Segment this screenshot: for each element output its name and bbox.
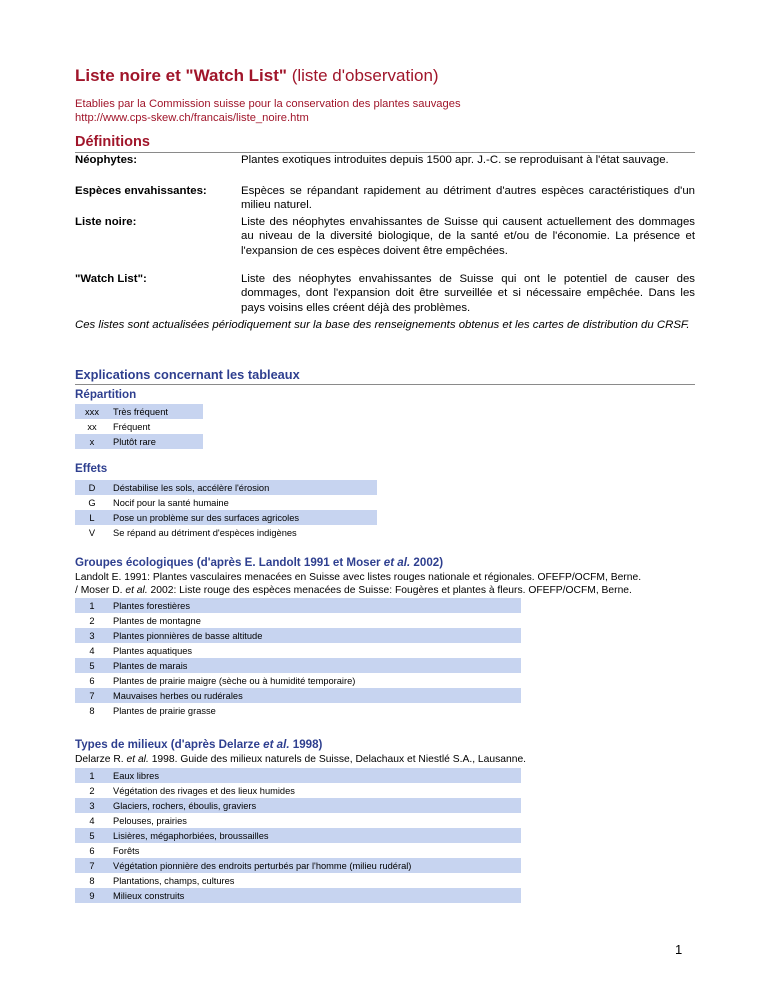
groupes-reference-1: Landolt E. 1991: Plantes vasculaires menacées en Suisse avec listes rouges nationale et régionales. OFEFP/OCFM, Berne. <box>75 572 642 583</box>
groupes-heading-year: 2002) <box>410 556 444 569</box>
table-row <box>75 768 521 783</box>
row-code: 8 <box>89 875 95 886</box>
row-text: Végétation des rivages et des lieux humides <box>113 785 295 796</box>
ref-text: 2002: Liste rouge des espèces menacées de Suisse: Fougères et plantes à fleurs. OFEFP/OCFM, Berne. <box>147 585 632 596</box>
source-link[interactable]: http://www.cps-skew.ch/francais/liste_noire.htm <box>75 112 309 124</box>
table-row <box>75 843 521 858</box>
effets-heading: Effets <box>75 462 108 475</box>
row-text: Forêts <box>113 845 140 856</box>
row-text: Glaciers, rochers, éboulis, graviers <box>113 800 257 811</box>
milieux-reference <box>75 753 715 766</box>
row-code: 7 <box>89 690 95 701</box>
definition-term: "Watch List": <box>75 273 147 285</box>
milieux-table <box>75 768 521 903</box>
table-row <box>75 628 521 643</box>
repartition-table <box>75 404 203 449</box>
table-row <box>75 613 521 628</box>
row-text: Plantes pionnières de basse altitude <box>113 630 263 641</box>
groupes-reference-2 <box>75 584 715 597</box>
row-code: 4 <box>89 815 95 826</box>
row-code: 1 <box>89 770 95 781</box>
ref-author: Delarze R. <box>75 754 127 765</box>
groupes-table <box>75 598 521 718</box>
table-row <box>75 643 521 658</box>
table-row <box>75 419 203 434</box>
table-row <box>75 510 377 525</box>
table-row <box>75 783 521 798</box>
row-code: 4 <box>89 645 95 656</box>
ref-etal: et al. <box>126 754 149 765</box>
table-row <box>75 888 521 903</box>
row-code: xxx <box>85 406 99 417</box>
table-row <box>75 434 203 449</box>
row-text: Plantations, champs, cultures <box>113 875 235 886</box>
row-code: 1 <box>89 600 95 611</box>
explanations-heading: Explications concernant les tableaux <box>75 367 300 382</box>
row-code: 3 <box>89 800 95 811</box>
row-code: 5 <box>89 660 95 671</box>
row-text: Se répand au détriment d'espèces indigènes <box>113 527 297 538</box>
ref-text: 1998. Guide des milieux naturels de Suisse, Delachaux et Niestlé S.A., Lausanne. <box>148 754 527 765</box>
row-text: Végétation pionnière des endroits perturbés par l'homme (milieu rudéral) <box>113 860 412 871</box>
row-text: Lisières, mégaphorbiées, broussailles <box>113 830 269 841</box>
row-text: Très fréquent <box>113 406 168 417</box>
repartition-heading: Répartition <box>75 388 137 401</box>
title-bold: Liste noire et "Watch List" <box>75 66 287 85</box>
row-text: Fréquent <box>113 421 151 432</box>
table-row <box>75 404 203 419</box>
page-title <box>75 66 439 86</box>
row-text: Plantes de prairie grasse <box>113 705 216 716</box>
definition-text: Plantes exotiques introduites depuis 1500 apr. J.-C. se reproduisant à l'état sauvage. <box>241 154 669 166</box>
row-text: Plantes forestières <box>113 600 190 611</box>
row-text: Mauvaises herbes ou rudérales <box>113 690 243 701</box>
table-row <box>75 688 521 703</box>
table-row <box>75 798 521 813</box>
row-code: xx <box>87 421 97 432</box>
row-code: x <box>89 436 95 447</box>
definition-term: Néophytes: <box>75 154 138 166</box>
row-text: Milieux construits <box>113 890 185 901</box>
definition-text: Espèces se répandant rapidement au détriment d'autres espèces caractéristiques d'un milieu naturel. <box>241 185 695 212</box>
milieux-heading-etal: et al. <box>263 738 290 751</box>
groupes-heading-etal: et al. <box>383 556 411 569</box>
row-text: Plantes de marais <box>113 660 188 671</box>
table-row <box>75 703 521 718</box>
table-row <box>75 828 521 843</box>
row-code: 2 <box>89 615 95 626</box>
table-row <box>75 598 521 613</box>
explanations-divider <box>75 384 695 385</box>
definitions-heading: Définitions <box>75 134 150 150</box>
row-code: D <box>88 482 96 493</box>
title-normal: (liste d'observation) <box>286 66 439 85</box>
row-text: Pose un problème sur des surfaces agricoles <box>113 512 300 523</box>
row-code: V <box>88 527 96 538</box>
definition-term: Espèces envahissantes: <box>75 185 207 197</box>
table-row <box>75 873 521 888</box>
table-row <box>75 858 521 873</box>
row-code: 3 <box>89 630 95 641</box>
subtitle <box>75 97 461 125</box>
row-text: Nocif pour la santé humaine <box>113 497 229 508</box>
row-text: Pelouses, prairies <box>113 815 187 826</box>
row-text: Plantes de prairie maigre (sèche ou à humidité temporaire) <box>113 675 356 686</box>
definition-term: Liste noire: <box>75 216 137 228</box>
milieux-heading-text: Types de milieux (d'après Delarze <box>75 738 264 751</box>
row-code: 6 <box>89 845 95 856</box>
row-text: Plantes aquatiques <box>113 645 193 656</box>
row-code: L <box>89 512 95 523</box>
definition-text: Liste des néophytes envahissantes de Suisse qui ont le potentiel de causer des dommages, dont l'expansion doit être surveillée et si nécessaire empêchée. Dans les pays voisins elles créent déjà des problèmes. <box>241 273 695 314</box>
definition-text: Liste des néophytes envahissantes de Suisse qui causent actuellement des dommages au niveau de la diversité biologique, de la santé et/ou de l'économie. La présence et l'expansion de ces espèces doivent être empêchées. <box>241 216 695 257</box>
row-text: Eaux libres <box>113 770 159 781</box>
definitions-note: Ces listes sont actualisées périodiquement sur la base des renseignements obtenus et les cartes de distribution du CRSF. <box>75 319 690 331</box>
row-code: 5 <box>89 830 95 841</box>
row-text: Déstabilise les sols, accélère l'érosion <box>113 482 270 493</box>
row-code: 6 <box>89 675 95 686</box>
page-number: 1 <box>675 942 683 957</box>
row-text: Plutôt rare <box>113 436 156 447</box>
subtitle-line-1: Etablies par la Commission suisse pour la conservation des plantes sauvages <box>75 98 461 110</box>
table-row <box>75 525 377 540</box>
row-code: 7 <box>89 860 95 871</box>
milieux-heading <box>75 738 322 751</box>
table-row <box>75 658 521 673</box>
table-row <box>75 480 377 495</box>
row-text: Plantes de montagne <box>113 615 201 626</box>
ref-etal: et al. <box>125 585 148 596</box>
row-code: 9 <box>89 890 95 901</box>
groupes-heading-text: Groupes écologiques (d'après E. Landolt 1991 et Moser <box>75 556 384 569</box>
milieux-heading-year: 1998) <box>289 738 323 751</box>
table-row <box>75 813 521 828</box>
row-code: 2 <box>89 785 95 796</box>
row-code: G <box>88 497 96 508</box>
groupes-heading <box>75 556 443 569</box>
row-code: 8 <box>89 705 95 716</box>
effets-table <box>75 480 377 540</box>
table-row <box>75 495 377 510</box>
ref-author: / Moser D. <box>75 585 126 596</box>
table-row <box>75 673 521 688</box>
